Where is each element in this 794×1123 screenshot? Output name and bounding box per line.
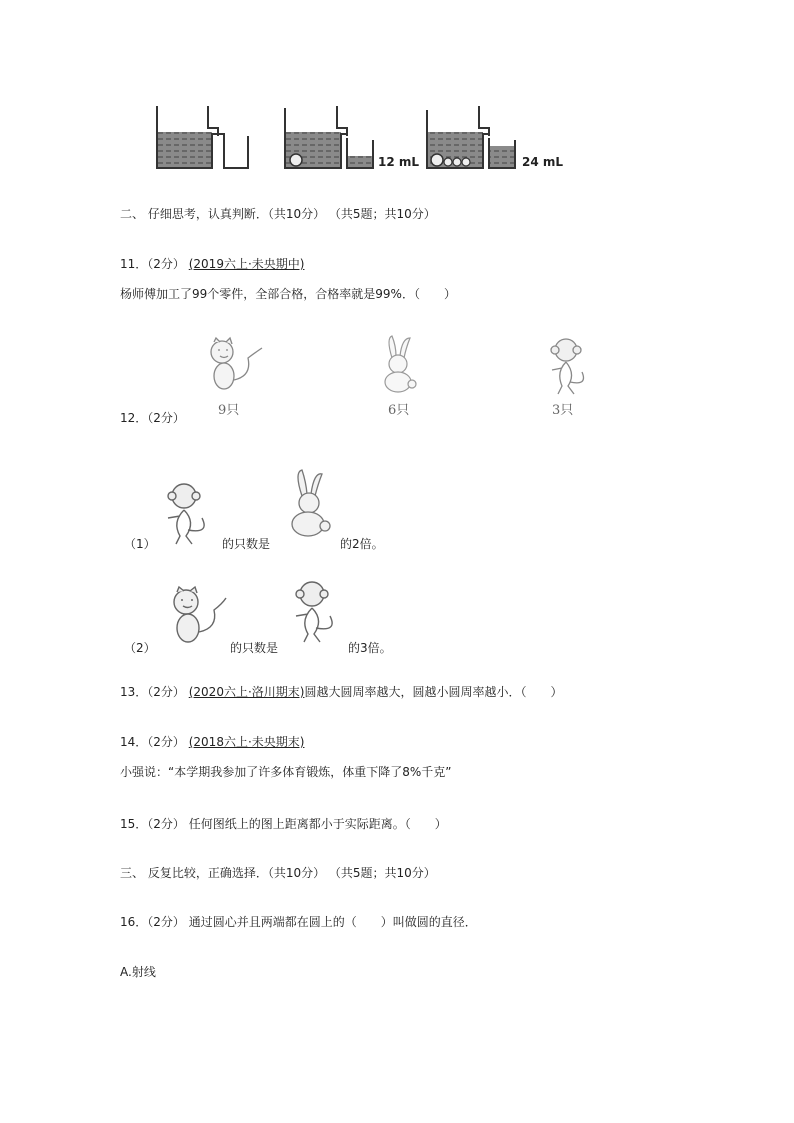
q12-sub1-suffix: 的2倍。 (340, 537, 384, 551)
q11-number: 11．（2分） (120, 257, 185, 271)
q14-header (120, 734, 304, 750)
stone-icon (290, 154, 302, 166)
container-c (427, 106, 563, 169)
q12-sub1-mid: 的只数是 (222, 537, 271, 551)
label-12ml: 12 mL (378, 155, 420, 169)
q16-option-a[interactable]: A.射线 (120, 965, 156, 979)
q15-number: 15．（2分） (120, 817, 185, 831)
monkey-icon (551, 339, 584, 394)
container-a (157, 106, 248, 168)
rabbit-icon-sub1 (282, 470, 337, 542)
q12-sub2-suffix: 的3倍。 (348, 641, 392, 655)
q15-text: 任何图纸上的图上距离都小于实际距离。（ ） (188, 817, 447, 831)
q12-animals-figure (200, 336, 600, 421)
tiger-icon-sub2 (164, 586, 224, 651)
q14-text: 小强说：“本学期我参加了许多体育锻炼，体重下降了8%千克” (120, 765, 452, 779)
q13-number: 13．（2分） (120, 685, 185, 699)
q12-sub1-prefix: （1） (124, 537, 156, 551)
q11-header (120, 256, 304, 272)
tiger-icon (211, 338, 262, 389)
count-rabbit: 6只 (388, 403, 410, 418)
q14-number: 14．（2分） (120, 735, 185, 749)
container-b (285, 106, 419, 169)
section2-title: 二、 仔细思考，认真判断．（共10分） （共5题；共10分） (120, 207, 436, 221)
q13-line (120, 684, 562, 700)
q16-text: 通过圆心并且两端都在圆上的（ ）叫做圆的直径． (188, 915, 477, 929)
count-monkey: 3只 (552, 403, 574, 418)
label-24ml: 24 mL (522, 155, 564, 169)
q16-line (120, 914, 477, 930)
q14-source-link[interactable]: (2018六上·未央期末) (188, 735, 305, 749)
rabbit-icon (385, 336, 416, 392)
q16-number: 16．（2分） (120, 915, 185, 929)
q12-sub2-prefix: （2） (124, 641, 156, 655)
q11-text: 杨师傅加工了99个零件，全部合格，合格率就是99%．（ ） (120, 287, 456, 301)
q13-text: 圆越大圆周率越大，圆越小圆周率越小．（ ） (304, 685, 563, 699)
q11-source-link[interactable]: (2019六上·未央期中) (188, 257, 305, 271)
section3-title: 三、 反复比较，正确选择．（共10分） （共5题；共10分） (120, 866, 436, 880)
q12-sub2-mid: 的只数是 (230, 641, 279, 655)
monkey-icon-sub1 (164, 482, 214, 547)
q12-number: 12．（2分） (120, 411, 185, 425)
containers-figure (150, 100, 580, 175)
count-tiger: 9只 (218, 403, 240, 418)
q15-line (120, 816, 447, 832)
q13-source-link[interactable]: (2020六上·洛川期末) (188, 685, 305, 699)
monkey-icon-sub2 (292, 580, 342, 645)
